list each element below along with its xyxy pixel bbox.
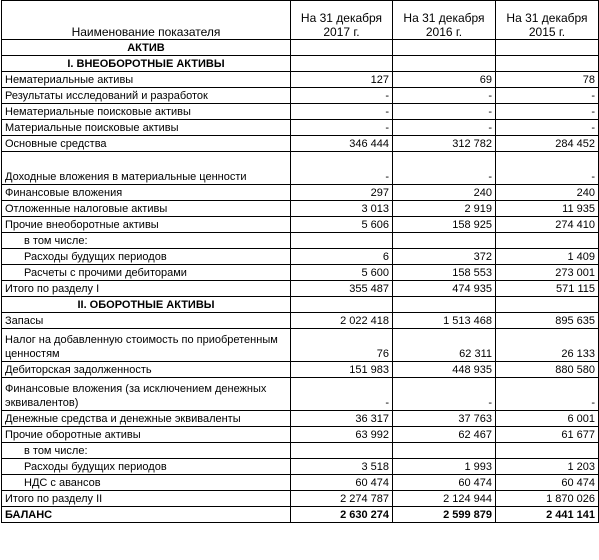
- value-2016: 2 919: [393, 201, 496, 217]
- row-label: Прочие оборотные активы: [2, 427, 291, 443]
- table-row: [2, 329, 599, 362]
- value-2016: 448 935: [393, 362, 496, 378]
- row-label: Денежные средства и денежные эквиваленты: [2, 411, 291, 427]
- value-2016: -: [393, 378, 496, 411]
- value-2015: 1 409: [496, 249, 599, 265]
- value-2017: 60 474: [291, 475, 393, 491]
- row-label: АКТИВ: [2, 40, 291, 56]
- value-2016: 1 993: [393, 459, 496, 475]
- header-2017: На 31 декабря 2017 г.: [291, 1, 393, 40]
- table-row: [2, 72, 599, 88]
- value-2017: [291, 233, 393, 249]
- value-2015: [496, 297, 599, 313]
- table-row: [2, 427, 599, 443]
- value-2015: [496, 56, 599, 72]
- value-2016: 37 763: [393, 411, 496, 427]
- table-row: [2, 362, 599, 378]
- value-2015: 11 935: [496, 201, 599, 217]
- table-row: [2, 185, 599, 201]
- value-2015: 6 001: [496, 411, 599, 427]
- table-row: [2, 88, 599, 104]
- value-2016: [393, 40, 496, 56]
- table-row: [2, 443, 599, 459]
- row-label: Итого по разделу I: [2, 281, 291, 297]
- value-2015: 1 870 026: [496, 491, 599, 507]
- value-2015: 1 203: [496, 459, 599, 475]
- value-2016: 158 553: [393, 265, 496, 281]
- value-2015: 895 635: [496, 313, 599, 329]
- value-2017: -: [291, 378, 393, 411]
- value-2017: 346 444: [291, 136, 393, 152]
- table-row: [2, 56, 599, 72]
- table-row: [2, 136, 599, 152]
- header-row: [2, 1, 599, 40]
- row-label: Основные средства: [2, 136, 291, 152]
- value-2017: 151 983: [291, 362, 393, 378]
- value-2016: 2 599 879: [393, 507, 496, 523]
- value-2016: 474 935: [393, 281, 496, 297]
- value-2016: -: [393, 88, 496, 104]
- value-2017: 2 630 274: [291, 507, 393, 523]
- table-row-balance: [2, 507, 599, 523]
- row-label: Нематериальные активы: [2, 72, 291, 88]
- value-2016: 62 311: [393, 329, 496, 362]
- value-2017: 3 518: [291, 459, 393, 475]
- value-2015: -: [496, 104, 599, 120]
- value-2016: 60 474: [393, 475, 496, 491]
- row-label: Расчеты с прочими дебиторами: [2, 265, 291, 281]
- row-label: I. ВНЕОБОРОТНЫЕ АКТИВЫ: [2, 56, 291, 72]
- table-row: [2, 411, 599, 427]
- row-label: Расходы будущих периодов: [2, 459, 291, 475]
- value-2016: 1 513 468: [393, 313, 496, 329]
- value-2016: -: [393, 104, 496, 120]
- table-row: [2, 152, 599, 185]
- value-2017: [291, 56, 393, 72]
- row-label: II. ОБОРОТНЫЕ АКТИВЫ: [2, 297, 291, 313]
- row-label: Дебиторская задолженность: [2, 362, 291, 378]
- value-2016: 62 467: [393, 427, 496, 443]
- table-row: [2, 491, 599, 507]
- value-2016: -: [393, 152, 496, 185]
- value-2017: 127: [291, 72, 393, 88]
- row-label: НДС с авансов: [2, 475, 291, 491]
- value-2017: 2 022 418: [291, 313, 393, 329]
- value-2017: -: [291, 88, 393, 104]
- value-2017: 297: [291, 185, 393, 201]
- value-2017: 36 317: [291, 411, 393, 427]
- value-2015: 273 001: [496, 265, 599, 281]
- value-2015: 26 133: [496, 329, 599, 362]
- value-2017: [291, 297, 393, 313]
- table-row: [2, 281, 599, 297]
- row-label: Материальные поисковые активы: [2, 120, 291, 136]
- value-2016: [393, 443, 496, 459]
- value-2015: -: [496, 88, 599, 104]
- value-2016: 2 124 944: [393, 491, 496, 507]
- value-2017: 5 600: [291, 265, 393, 281]
- value-2017: 6: [291, 249, 393, 265]
- value-2015: -: [496, 120, 599, 136]
- value-2017: 355 487: [291, 281, 393, 297]
- value-2015: 284 452: [496, 136, 599, 152]
- value-2017: -: [291, 152, 393, 185]
- row-label: БАЛАНС: [2, 507, 291, 523]
- row-label: Расходы будущих периодов: [2, 249, 291, 265]
- value-2017: 2 274 787: [291, 491, 393, 507]
- value-2017: 3 013: [291, 201, 393, 217]
- value-2017: [291, 443, 393, 459]
- value-2016: 69: [393, 72, 496, 88]
- value-2015: -: [496, 378, 599, 411]
- value-2016: 158 925: [393, 217, 496, 233]
- value-2015: 61 677: [496, 427, 599, 443]
- row-label: Доходные вложения в материальные ценности: [2, 152, 291, 185]
- row-label: Итого по разделу II: [2, 491, 291, 507]
- header-2015: На 31 декабря 2015 г.: [496, 1, 599, 40]
- row-label: Финансовые вложения (за исключением денежных эквивалентов): [2, 378, 291, 411]
- row-label: Прочие внеоборотные активы: [2, 217, 291, 233]
- header-name: Наименование показателя: [2, 1, 291, 40]
- row-label: Результаты исследований и разработок: [2, 88, 291, 104]
- table-row: [2, 249, 599, 265]
- table-row: [2, 201, 599, 217]
- table-row: [2, 40, 599, 56]
- table-row: [2, 265, 599, 281]
- value-2015: 571 115: [496, 281, 599, 297]
- value-2015: 78: [496, 72, 599, 88]
- value-2017: -: [291, 104, 393, 120]
- value-2015: 880 580: [496, 362, 599, 378]
- value-2015: -: [496, 152, 599, 185]
- table-row: [2, 233, 599, 249]
- value-2017: [291, 40, 393, 56]
- balance-sheet-table: [1, 0, 599, 523]
- value-2015: 60 474: [496, 475, 599, 491]
- value-2015: 240: [496, 185, 599, 201]
- table-row: [2, 297, 599, 313]
- value-2017: 76: [291, 329, 393, 362]
- value-2016: [393, 56, 496, 72]
- row-label: в том числе:: [2, 443, 291, 459]
- row-label: в том числе:: [2, 233, 291, 249]
- row-label: Нематериальные поисковые активы: [2, 104, 291, 120]
- table-row: [2, 378, 599, 411]
- value-2015: [496, 443, 599, 459]
- table-row: [2, 217, 599, 233]
- header-2016: На 31 декабря 2016 г.: [393, 1, 496, 40]
- table-row: [2, 475, 599, 491]
- value-2017: 5 606: [291, 217, 393, 233]
- value-2015: 2 441 141: [496, 507, 599, 523]
- value-2017: -: [291, 120, 393, 136]
- value-2015: [496, 40, 599, 56]
- value-2016: 312 782: [393, 136, 496, 152]
- value-2017: 63 992: [291, 427, 393, 443]
- table-row: [2, 313, 599, 329]
- row-label: Финансовые вложения: [2, 185, 291, 201]
- row-label: Запасы: [2, 313, 291, 329]
- value-2015: 274 410: [496, 217, 599, 233]
- row-label: Налог на добавленную стоимость по приобретенным ценностям: [2, 329, 291, 362]
- value-2016: [393, 233, 496, 249]
- value-2016: 240: [393, 185, 496, 201]
- value-2015: [496, 233, 599, 249]
- value-2016: 372: [393, 249, 496, 265]
- table-row: [2, 104, 599, 120]
- row-label: Отложенные налоговые активы: [2, 201, 291, 217]
- table-row: [2, 120, 599, 136]
- value-2016: -: [393, 120, 496, 136]
- value-2016: [393, 297, 496, 313]
- table-row: [2, 459, 599, 475]
